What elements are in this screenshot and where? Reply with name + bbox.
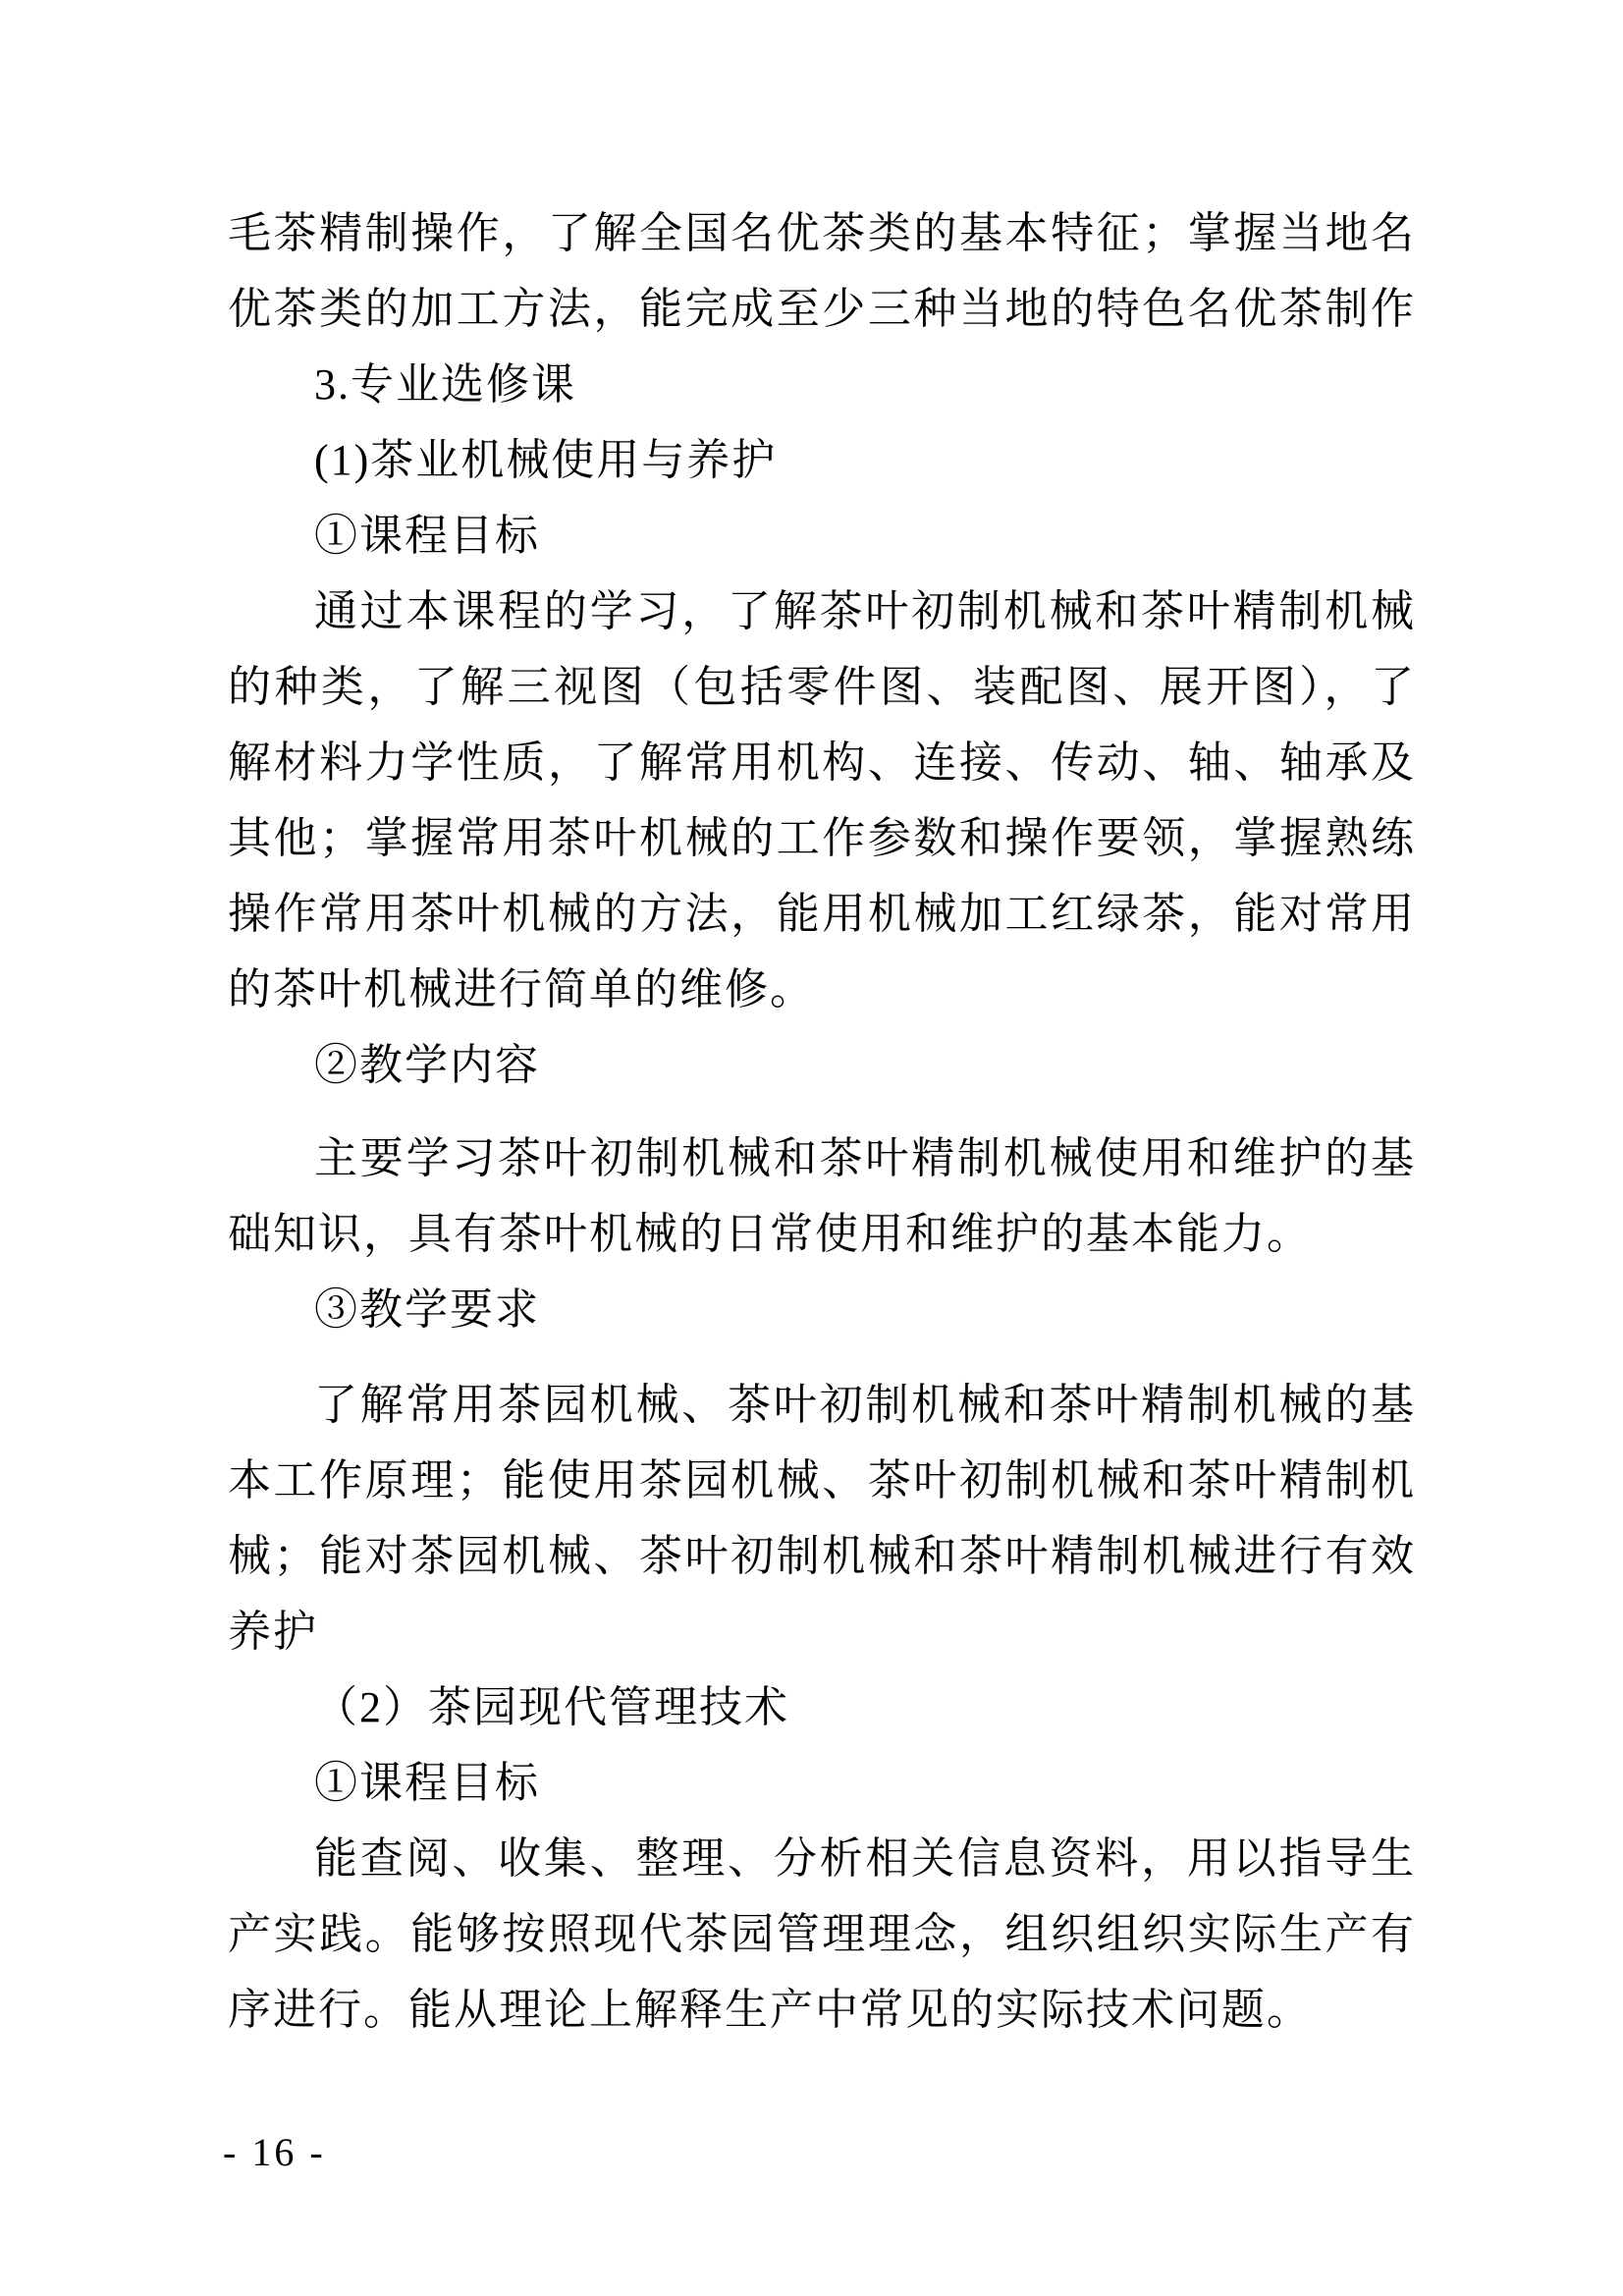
body-line: 的种类，了解三视图（包括零件图、装配图、展开图），了 <box>228 663 1416 711</box>
body-line: 产实践。能够按照现代茶园管理理念，组织组织实际生产有 <box>228 1910 1416 1958</box>
heading-course-objectives: ①课程目标 <box>314 1759 540 1807</box>
body-line: 能查阅、收集、整理、分析相关信息资料，用以指导生 <box>314 1834 1416 1883</box>
body-line: 解材料力学性质，了解常用机构、连接、传动、轴、轴承及 <box>228 738 1416 787</box>
body-line: 本工作原理；能使用茶园机械、茶叶初制机械和茶叶精制机 <box>228 1456 1416 1504</box>
body-line: 了解常用茶园机械、茶叶初制机械和茶叶精制机械的基 <box>314 1381 1416 1429</box>
body-line: 优茶类的加工方法，能完成至少三种当地的特色名优茶制作 <box>228 285 1416 333</box>
body-line: 毛茶精制操作，了解全国名优茶类的基本特征；掌握当地名 <box>228 209 1416 257</box>
body-line: 础知识，具有茶叶机械的日常使用和维护的基本能力。 <box>228 1210 1312 1258</box>
body-line: 其他；掌握常用茶叶机械的工作参数和操作要领，掌握熟练 <box>228 814 1416 862</box>
body-line: 养护 <box>228 1608 318 1656</box>
page-number: - 16 - <box>223 2130 326 2174</box>
heading-course-1: (1)茶业机械使用与养护 <box>314 436 778 484</box>
heading-teaching-content: ②教学内容 <box>314 1041 540 1089</box>
body-line: 主要学习茶叶初制机械和茶叶精制机械使用和维护的基 <box>314 1134 1416 1182</box>
heading-course-objectives: ①课程目标 <box>314 512 540 560</box>
body-line: 序进行。能从理论上解释生产中常见的实际技术问题。 <box>228 1986 1312 2034</box>
body-line: 的茶叶机械进行简单的维修。 <box>228 965 815 1013</box>
heading-teaching-requirements: ③教学要求 <box>314 1285 540 1334</box>
body-line: 操作常用茶叶机械的方法，能用机械加工红绿茶，能对常用 <box>228 890 1416 938</box>
heading-elective-courses: 3.专业选修课 <box>314 360 576 409</box>
document-page <box>228 195 1416 2048</box>
body-line: 械；能对茶园机械、茶叶初制机械和茶叶精制机械进行有效 <box>228 1532 1416 1580</box>
heading-course-2: （2）茶园现代管理技术 <box>314 1683 789 1731</box>
body-line: 通过本课程的学习，了解茶叶初制机械和茶叶精制机械 <box>314 587 1416 635</box>
